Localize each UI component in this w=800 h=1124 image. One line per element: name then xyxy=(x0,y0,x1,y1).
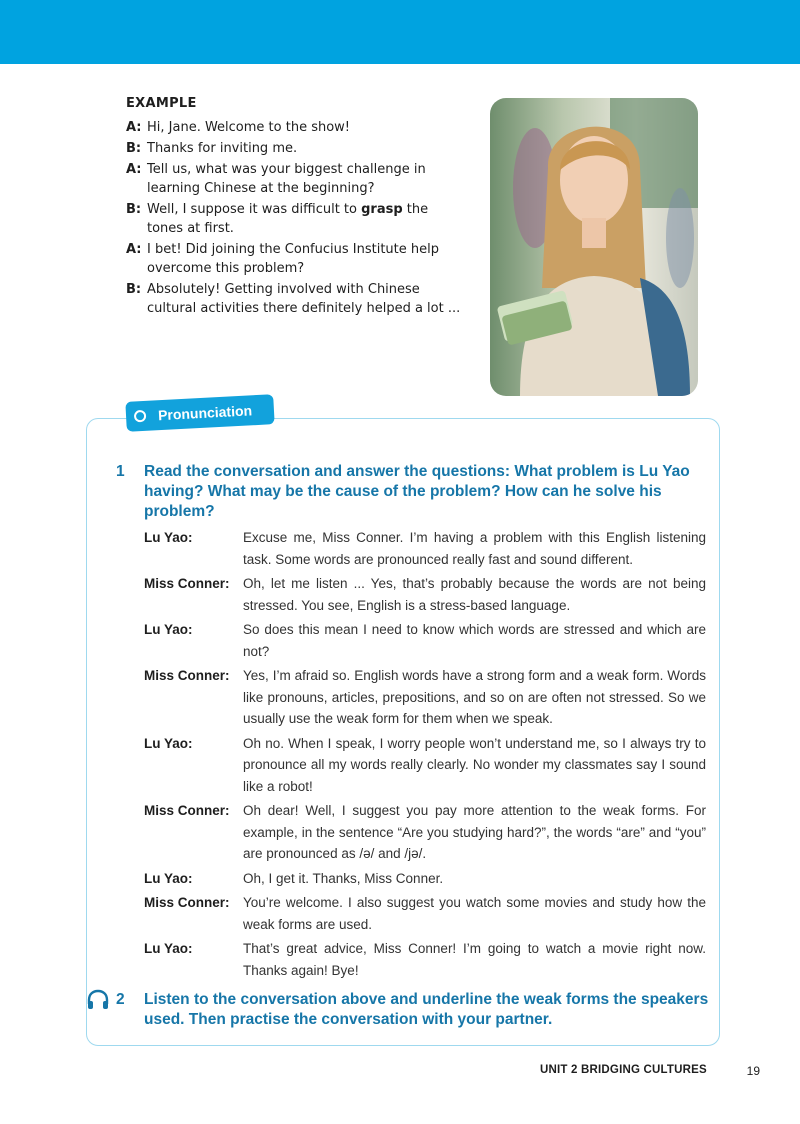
speech-text: Yes, I’m afraid so. English words have a strong form and a weak form. Words like pronouns, articles, prepositions, and so on are often not stressed. So we usually use the weak form for them when we speak. xyxy=(243,668,706,726)
speech-text: Oh, let me listen ... Yes, that’s probably because the words are not being stressed. You see, English is a stress-based language. xyxy=(243,576,706,613)
speech-text: That’s great advice, Miss Conner! I’m going to watch a movie right now. Thanks again! Bye! xyxy=(243,941,706,978)
example-speaker: B: xyxy=(126,141,142,156)
section-label: Pronunciation xyxy=(157,402,253,424)
example-line xyxy=(126,118,466,137)
example-speaker: A: xyxy=(126,242,142,257)
question-number: 2 xyxy=(116,991,125,1008)
example-line xyxy=(126,160,466,198)
page-footer xyxy=(540,1064,760,1078)
example-section xyxy=(126,96,466,320)
example-title: EXAMPLE xyxy=(126,96,197,111)
speech-text: Oh dear! Well, I suggest you pay more attention to the weak forms. For example, in the sentence “Are you studying hard?”, the words “are” and “you” are pronounced as /ə/ and /jə/. xyxy=(243,803,706,861)
speaker-name: Miss Conner: xyxy=(144,576,230,591)
example-text: Hi, Jane. Welcome to the show! xyxy=(147,120,351,135)
speech-text: So does this mean I need to know which words are stressed and which are not? xyxy=(243,622,706,659)
speaker-name: Miss Conner: xyxy=(144,895,230,910)
speaker-name: Lu Yao: xyxy=(144,870,193,886)
speaker-name: Lu Yao: xyxy=(144,622,193,637)
question-2 xyxy=(116,990,714,1030)
example-text-after: the tones at first. xyxy=(147,202,429,236)
example-line xyxy=(126,139,466,158)
question-text: Read the conversation and answer the questions: What problem is Lu Yao having? What may be the cause of the problem? How can he solve his problem? xyxy=(144,463,690,520)
conversation-turn xyxy=(144,527,706,570)
conversation xyxy=(144,527,706,984)
student-photo xyxy=(490,98,698,396)
example-line xyxy=(126,280,466,318)
example-text: Thanks for inviting me. xyxy=(147,141,298,156)
speech-text: You’re welcome. I also suggest you watch some movies and study how the weak forms are used. xyxy=(243,895,706,932)
example-text: Tell us, what was your biggest challenge in learning Chinese at the beginning? xyxy=(147,162,426,196)
conversation-turn xyxy=(144,619,706,662)
headphones-icon[interactable] xyxy=(86,989,110,1015)
example-speaker: A: xyxy=(126,162,142,177)
speech-text: Oh, I get it. Thanks, Miss Conner. xyxy=(243,870,444,886)
student-illustration xyxy=(490,98,698,396)
question-1 xyxy=(116,462,714,522)
example-text: I bet! Did joining the Confucius Institute help overcome this problem? xyxy=(147,242,439,276)
example-line xyxy=(126,240,466,278)
conversation-turn xyxy=(144,938,706,981)
conversation-turn xyxy=(144,733,706,798)
header-band xyxy=(0,0,800,64)
example-line xyxy=(126,200,466,238)
bullet-icon xyxy=(134,410,147,423)
speaker-name: Miss Conner: xyxy=(144,668,230,683)
speaker-name: Lu Yao: xyxy=(144,941,193,956)
speech-text: Oh no. When I speak, I worry people won’t understand me, so I always try to pronounce all my words really clearly. No wonder my classmates say I sound like a robot! xyxy=(243,735,706,794)
unit-title: UNIT 2 BRIDGING CULTURES xyxy=(540,1064,707,1076)
conversation-turn xyxy=(144,800,706,865)
example-text xyxy=(147,200,466,238)
speech-text: Excuse me, Miss Conner. I’m having a problem with this English listening task. Some words are pronounced really fast and sound different. xyxy=(243,530,706,567)
page-number: 19 xyxy=(746,1064,760,1078)
speaker-name: Lu Yao: xyxy=(144,735,193,751)
example-text: Absolutely! Getting involved with Chinese cultural activities there definitely helped a lot ... xyxy=(147,282,461,316)
question-number: 1 xyxy=(116,463,125,480)
conversation-turn xyxy=(144,892,706,935)
example-speaker: B: xyxy=(126,202,142,217)
speaker-name: Miss Conner: xyxy=(144,803,230,818)
vocab-word-grasp: grasp xyxy=(361,202,403,217)
example-speaker: A: xyxy=(126,120,142,135)
conversation-turn xyxy=(144,573,706,616)
question-text: Listen to the conversation above and underline the weak forms the speakers used. Then practise the conversation with your partner. xyxy=(144,991,709,1028)
conversation-turn xyxy=(144,868,706,890)
conversation-turn xyxy=(144,665,706,730)
speaker-name: Lu Yao: xyxy=(144,530,193,545)
example-text-before: Well, I suppose it was difficult to xyxy=(147,202,362,217)
example-speaker: B: xyxy=(126,282,142,297)
